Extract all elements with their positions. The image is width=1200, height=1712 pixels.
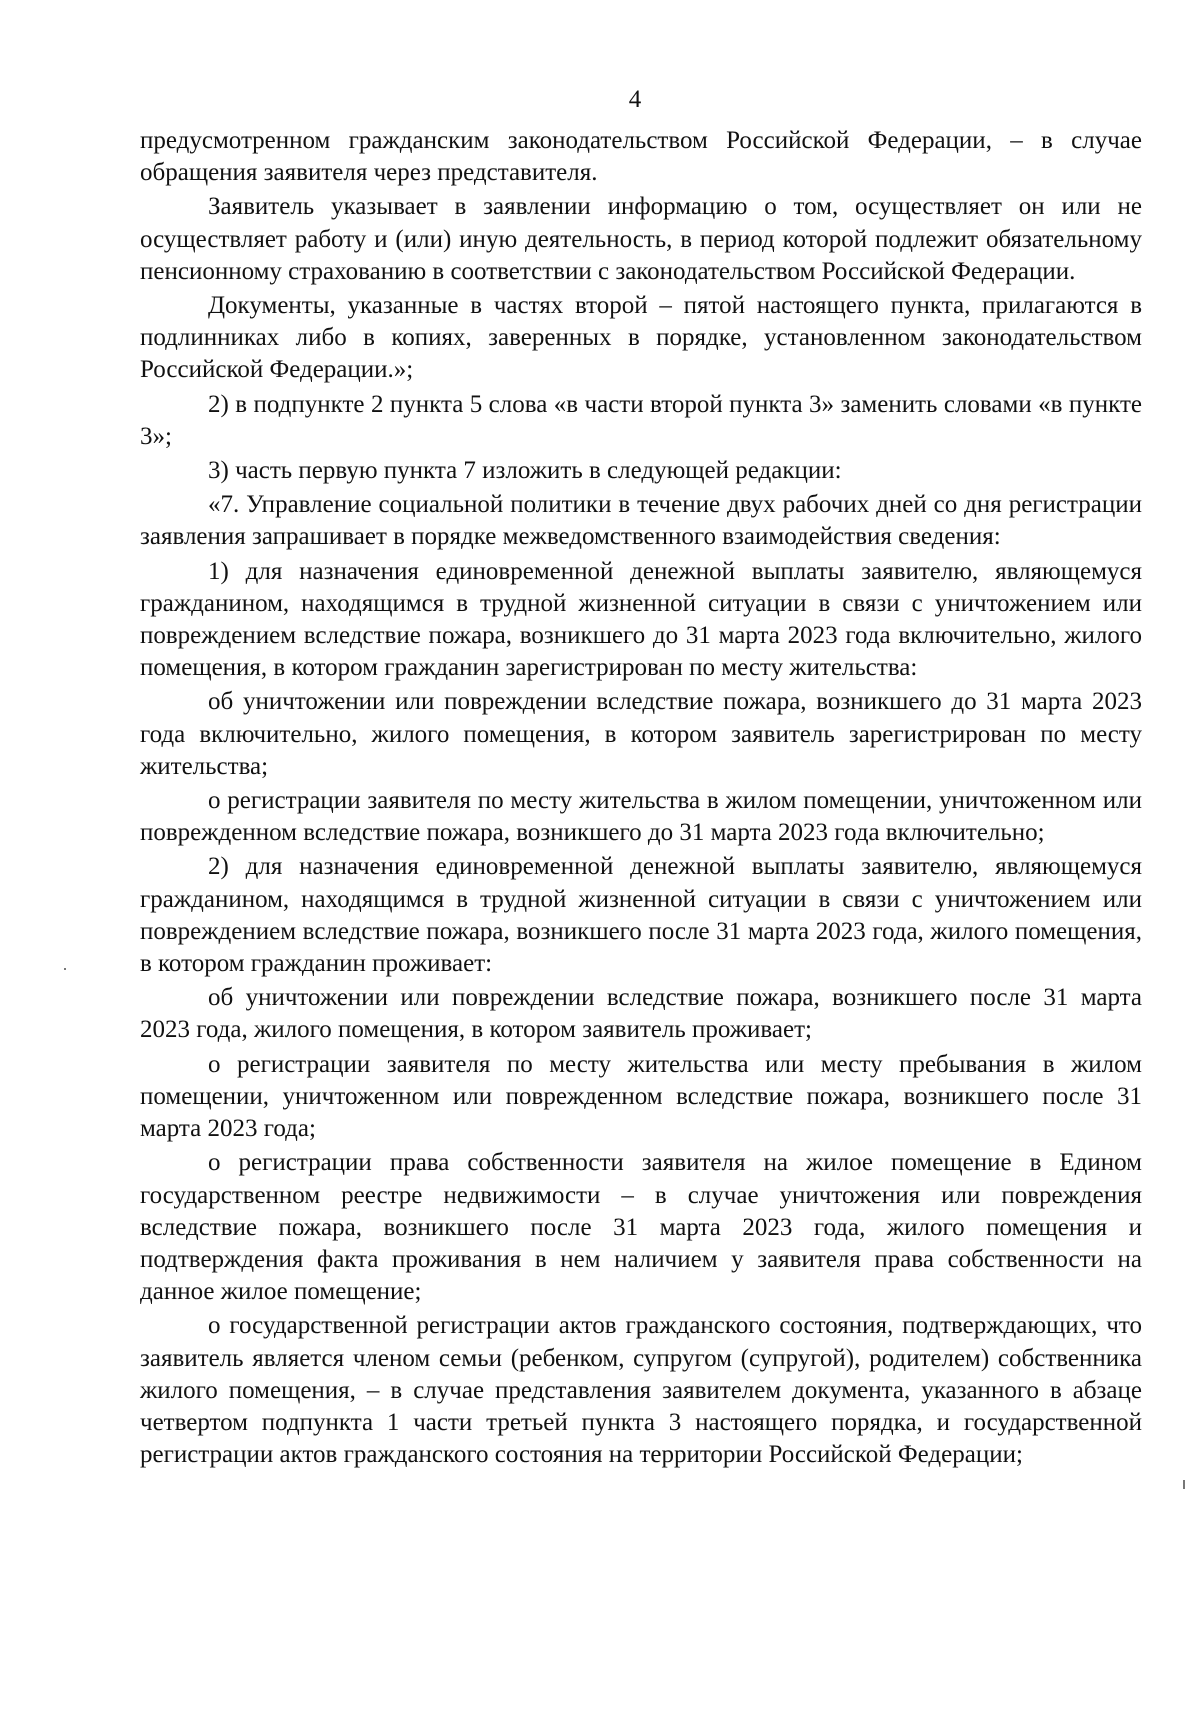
- paragraph: 2) для назначения единовременной денежной выплаты заявителю, являющемуся гражданином, находящимся в трудной жизненной ситуации в связи с уничтожением или повреждением вследствие пожара, возникшего после 31 марта 2023 года, жилого помещения, в котором гражданин проживает:: [140, 853, 1142, 978]
- page-number: 4: [628, 86, 642, 113]
- paragraph: 1) для назначения единовременной денежной выплаты заявителю, являющемуся гражданином, находящимся в трудной жизненной ситуации в связи с уничтожением или повреждением вследствие пожара, возникшего до 31 марта 2023 года включительно, жилого помещения, в котором гражданин зарегистрирован по месту жительства:: [140, 557, 1142, 682]
- scan-speck: [1183, 1480, 1185, 1489]
- paragraph: о государственной регистрации актов гражданского состояния, подтверждающих, что заявитель является членом семьи (ребенком, супругом (супругой), родителем) собственника жилого помещения, – в случае представления заявителем документа, указанного в абзаце четвертом подпункта 1 части третьей пункта 3 настоящего порядка, и государственной регистрации актов гражданского состояния на территории Российской Федерации;: [140, 1312, 1142, 1469]
- paragraph: «7. Управление социальной политики в течение двух рабочих дней со дня регистрации заявления запрашивает в порядке межведомственного взаимодействия сведения:: [140, 491, 1142, 551]
- paragraph: Документы, указанные в частях второй – пятой настоящего пункта, прилагаются в подлинниках либо в копиях, заверенных в порядке, установленном законодательством Российской Федерации.»;: [140, 292, 1142, 384]
- paragraph: о регистрации права собственности заявителя на жилое помещение в Едином государственном реестре недвижимости – в случае уничтожения или повреждения вследствие пожара, возникшего после 31 марта 2023 года, жилого помещения и подтверждения факта проживания в нем наличием у заявителя права собственности на данное жилое помещение;: [140, 1149, 1142, 1306]
- paragraph: предусмотренном гражданским законодательством Российской Федерации, – в случае обращения заявителя через представителя.: [140, 127, 1142, 187]
- document-body: [140, 125, 1142, 1471]
- paragraph: об уничтожении или повреждении вследствие пожара, возникшего до 31 марта 2023 года включительно, жилого помещения, в котором заявитель зарегистрирован по месту жительства;: [140, 688, 1142, 780]
- paragraph: 2) в подпункте 2 пункта 5 слова «в части второй пункта 3» заменить словами «в пункте 3»;: [140, 390, 1142, 450]
- paragraph: 3) часть первую пункта 7 изложить в следующей редакции:: [208, 457, 842, 485]
- scan-speck: [64, 968, 66, 970]
- paragraph: Заявитель указывает в заявлении информацию о том, осуществляет он или не осуществляет работу и (или) иную деятельность, в период которой подлежит обязательному пенсионному страхованию в соответствии с законодательством Российской Федерации.: [140, 193, 1142, 285]
- paragraph: о регистрации заявителя по месту жительства или месту пребывания в жилом помещении, уничтоженном или поврежденном вследствие пожара, возникшего после 31 марта 2023 года;: [140, 1050, 1142, 1143]
- paragraph: об уничтожении или повреждении вследствие пожара, возникшего после 31 марта 2023 года, жилого помещения, в котором заявитель проживает;: [140, 984, 1142, 1044]
- paragraph: о регистрации заявителя по месту жительства в жилом помещении, уничтоженном или поврежденном вследствие пожара, возникшего до 31 марта 2023 года включительно;: [140, 787, 1142, 847]
